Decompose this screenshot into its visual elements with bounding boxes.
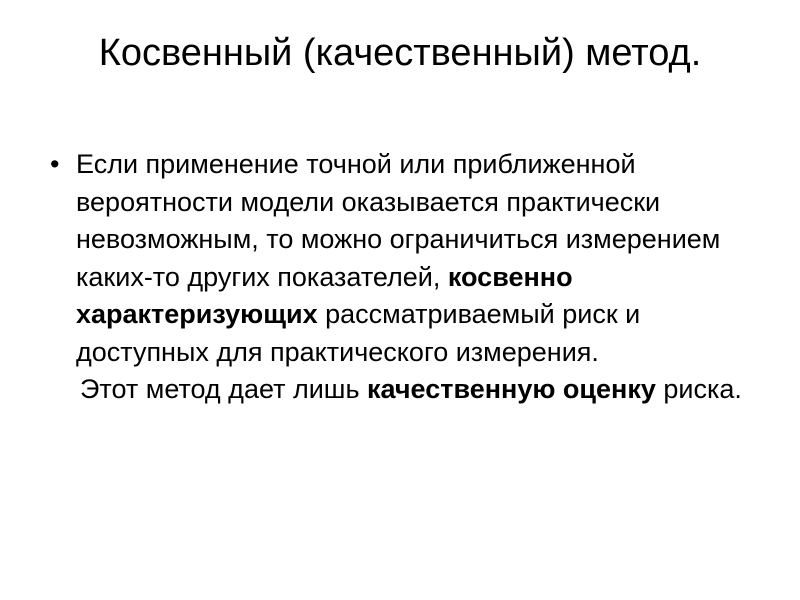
slide-title: Косвенный (качественный) метод.: [98, 32, 702, 74]
bullet-text-part1: Если применение точной или приближенной вероятности модели оказывается практически невозможным, то можно ограничиться измерением каких-то других показателей,: [76, 149, 721, 292]
continuation-paragraph: [48, 371, 758, 409]
bullet-text-part2: рассматриваемый риск и доступных для практического измерения.: [76, 299, 641, 367]
continuation-text-bold: качественную оценку: [367, 374, 656, 404]
bullet-icon: •: [50, 149, 60, 179]
bullet-text-bold: косвенно характеризующих: [76, 261, 573, 329]
slide-body: [48, 146, 758, 409]
continuation-text-part1: Этот метод дает лишь: [80, 374, 368, 404]
bullet-paragraph: [48, 146, 758, 371]
continuation-text-part2: риска.: [655, 374, 742, 404]
